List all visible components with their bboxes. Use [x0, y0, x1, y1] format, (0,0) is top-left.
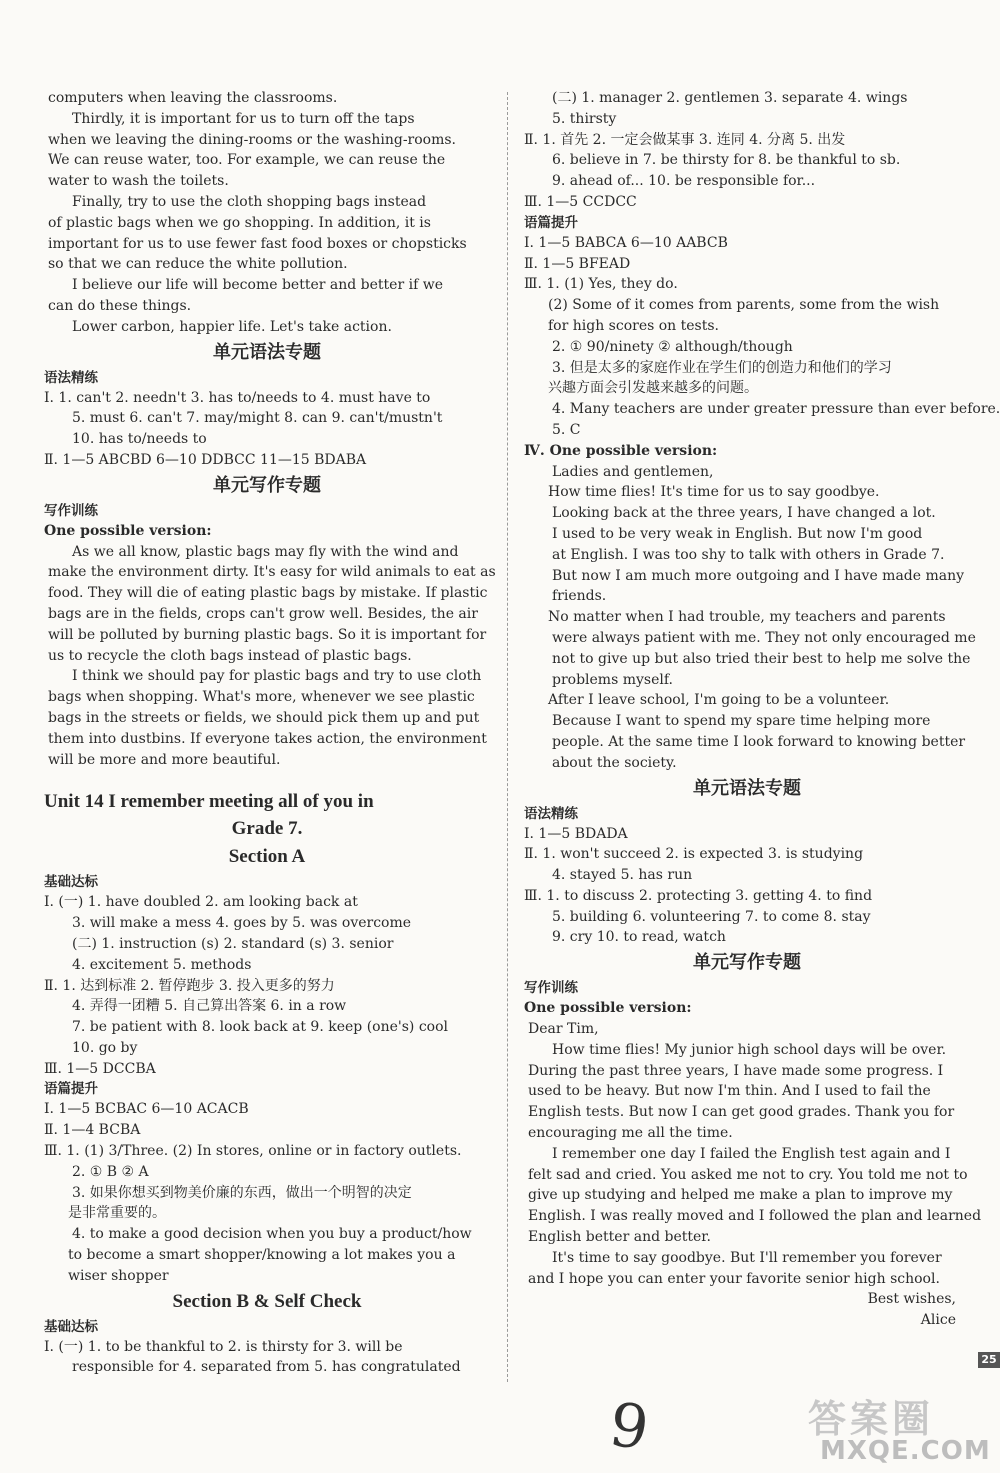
text-line: (二) 1. manager 2. gentlemen 3. separate 4. wings — [552, 90, 908, 106]
text-line: One possible version: — [524, 1000, 692, 1017]
text-line: 9. ahead of... 10. be responsible for... — [552, 173, 816, 190]
text-line: During the past three years, I have made some progress. I — [528, 1062, 944, 1079]
text-line: us to recycle the cloth bags instead of plastic bags. — [48, 647, 412, 664]
text-line: No matter when I had trouble, my teachers and parents — [548, 609, 946, 626]
spacer — [44, 770, 490, 788]
text-line: so that we can reduce the white pollution. — [48, 256, 348, 273]
text-line: I used to be very weak in English. But now I'm good — [552, 525, 923, 542]
text-line: 5. must 6. can't 7. may/might 8. can 9. can't/mustn't — [72, 410, 443, 427]
text-line: important for us to use fewer fast food boxes or chopsticks — [48, 235, 467, 252]
text-line: wiser shopper — [68, 1267, 169, 1284]
text-line: Alice — [920, 1312, 956, 1329]
text-line: will be more and more beautiful. — [48, 751, 281, 768]
text-line: Ⅲ. 1. (1) 3/Three. (2) In stores, online or in factory outlets. — [44, 1143, 462, 1160]
section-title: Section A — [228, 846, 306, 868]
text-line: water to wash the toilets. — [48, 173, 229, 190]
text-line: 4. 弄得一团糟 5. 自己算出答案 6. in a row — [72, 998, 347, 1015]
text-line: 9. cry 10. to read, watch — [552, 929, 726, 946]
text-line: 是非常重要的。 — [68, 1205, 166, 1222]
text-line: Ⅰ. 1—5 BDADA — [524, 825, 628, 842]
text-line: and I hope you can enter your favorite senior high school. — [528, 1270, 940, 1287]
handwritten-page-number: 9 — [605, 1389, 653, 1465]
text-line: Best wishes, — [867, 1291, 956, 1308]
text-line: 4. stayed 5. has run — [552, 867, 693, 884]
text-line: Ⅰ. 1—5 BABCA 6—10 AABCB — [524, 234, 728, 251]
text-line: As we all know, plastic bags may fly with the wind and — [72, 543, 459, 560]
text-line: 7. be patient with 8. look back at 9. keep (one's) cool — [72, 1019, 449, 1036]
text-line: friends. — [552, 588, 607, 605]
text-line: Ⅲ. 1. to discuss 2. protecting 3. getting 4. to find — [524, 887, 873, 904]
text-line: problems myself. — [552, 671, 673, 688]
text-line: English better and better. — [528, 1229, 711, 1246]
text-line: Ⅱ. 1. 首先 2. 一定会做某事 3. 连同 4. 分离 5. 出发 — [524, 131, 846, 148]
text-line: 4. Many teachers are under greater pressure than ever before. — [552, 401, 1000, 418]
text-line: not to give up but also tried their best to help me solve the — [552, 650, 971, 667]
text-line: felt sad and cried. You asked me not to cry. You told me not to — [528, 1166, 968, 1183]
text-line: (二) 1. instruction (s) 2. standard (s) 3. senior — [72, 935, 394, 952]
text-line: them into dustbins. If everyone takes action, the environment — [48, 730, 487, 747]
text-line: Ⅰ. 1. can't 2. needn't 3. has to/needs to 4. must have to — [44, 389, 431, 406]
text-line: used to be heavy. But now I'm thin. And I used to fail the — [528, 1083, 931, 1100]
text-line: at English. I was too shy to talk with others in Grade 7. — [552, 546, 945, 563]
subsection-label: 写作训练 — [524, 980, 578, 997]
unit-title: Grade 7. — [231, 818, 303, 840]
section-heading: 单元语法专题 — [213, 341, 321, 363]
text-line: How time flies! My junior high school days will be over. — [552, 1041, 947, 1058]
text-line: Ⅱ. 1—5 ABCBD 6—10 DDBCC 11—15 BDABA — [44, 451, 367, 468]
text-line: make the environment dirty. It's easy for wild animals to eat as — [48, 564, 496, 581]
text-line: food. They will die of eating plastic bags by mistake. If plastic — [48, 585, 488, 602]
text-line: responsible for 4. separated from 5. has congratulated — [72, 1359, 461, 1376]
subsection-label: 语法精练 — [524, 805, 578, 822]
text-line: Because I want to spend my spare time helping more — [552, 713, 931, 730]
text-line: Thirdly, it is important for us to turn off the taps — [72, 110, 415, 127]
text-line: bags in the streets or fields, we should pick them up and put — [48, 709, 480, 726]
text-line: Ⅱ. 1—5 BFEAD — [524, 255, 631, 272]
column-divider — [507, 92, 508, 1382]
text-line: Ladies and gentlemen, — [552, 463, 714, 480]
text-line: (2) Some of it comes from parents, some from the wish — [548, 297, 940, 314]
text-line: for high scores on tests. — [548, 317, 719, 334]
text-line: We can reuse water, too. For example, we can reuse the — [48, 152, 446, 169]
text-line: I remember one day I failed the English test again and I — [552, 1145, 951, 1162]
text-line: It's time to say goodbye. But I'll remember you forever — [552, 1249, 942, 1266]
text-line: encouraging me all the time. — [528, 1125, 733, 1142]
text-line: English tests. But now I can get good grades. Thank you for — [528, 1104, 955, 1121]
text-line: 3. 如果你想买到物美价廉的东西，做出一个明智的决定 — [72, 1184, 412, 1201]
text-line: 6. believe in 7. be thirsty for 8. be thankful to sb. — [552, 152, 901, 169]
text-line: 5. building 6. volunteering 7. to come 8. stay — [552, 908, 871, 925]
text-line: Ⅳ. One possible version: — [524, 442, 718, 459]
text-line: can do these things. — [48, 297, 192, 314]
unit-title: Unit 14 I remember meeting all of you in — [44, 791, 374, 813]
text-line: computers when leaving the classrooms. — [48, 90, 338, 106]
page-corner-tab: 25 — [978, 1352, 1000, 1368]
text-line: Dear Tim, — [528, 1021, 599, 1038]
section-title: Section B & Self Check — [172, 1290, 362, 1312]
text-line: about the society. — [552, 754, 677, 771]
text-line: bags when shopping. What's more, whenever we see plastic — [48, 689, 475, 706]
text-line: people. At the same time I look forward to knowing better — [552, 733, 966, 750]
left-column — [44, 88, 496, 1378]
text-line: when we leaving the dining-rooms or the washing-rooms. — [48, 131, 457, 148]
text-line: Ⅱ. 1—4 BCBA — [44, 1122, 141, 1139]
subsection-label: 语篇提升 — [44, 1081, 98, 1098]
text-line: Ⅰ. 1—5 BCBAC 6—10 ACACB — [44, 1101, 249, 1118]
text-line: 4. excitement 5. methods — [72, 956, 252, 973]
text-line: give up studying and helped me make a plan to improve my — [528, 1187, 953, 1204]
text-line: I think we should pay for plastic bags and try to use cloth — [72, 668, 482, 685]
text-line: But now I am much more outgoing and I have made many — [552, 567, 965, 584]
text-line: will be polluted by burning plastic bags. So it is important for — [48, 626, 487, 643]
text-line: Ⅰ. (一) 1. to be thankful to 2. is thirsty for 3. will be — [44, 1338, 403, 1355]
text-line: Ⅱ. 1. 达到标准 2. 暂停跑步 3. 投入更多的努力 — [44, 977, 335, 994]
text-line: Ⅲ. 1. (1) Yes, they do. — [524, 276, 678, 293]
text-line: 10. has to/needs to — [72, 431, 207, 448]
text-line: I believe our life will become better and better if we — [72, 277, 443, 294]
text-line: 2. ① 90/ninety ② although/though — [552, 338, 793, 355]
text-line: 3. 但是太多的家庭作业在学生们的创造力和他们的学习 — [552, 359, 892, 376]
text-line: 10. go by — [72, 1039, 138, 1056]
text-line: to become a smart shopper/knowing a lot makes you a — [68, 1247, 456, 1264]
subsection-label: 基础达标 — [44, 1318, 98, 1335]
section-heading: 单元语法专题 — [693, 777, 801, 799]
text-line: English. I was really moved and I followed the plan and learned — [528, 1208, 982, 1225]
watermark-url: MXQE.COM — [820, 1436, 991, 1466]
text-line: One possible version: — [44, 522, 212, 539]
text-line: How time flies! It's time for us to say goodbye. — [548, 484, 880, 501]
text-line: After I leave school, I'm going to be a volunteer. — [548, 692, 890, 709]
section-heading: 单元写作专题 — [213, 474, 321, 496]
subsection-label: 写作训练 — [44, 502, 98, 519]
subsection-label: 基础达标 — [44, 874, 98, 891]
text-line: Finally, try to use the cloth shopping bags instead — [72, 193, 427, 210]
subsection-label: 语篇提升 — [524, 214, 578, 231]
text-line: Ⅱ. 1. won't succeed 2. is expected 3. is studying — [524, 846, 864, 863]
text-line: 2. ① B ② A — [72, 1163, 149, 1180]
watermark-text: 答案圈 — [808, 1397, 935, 1441]
text-line: 5. C — [552, 421, 581, 438]
text-line: 3. will make a mess 4. goes by 5. was overcome — [72, 915, 412, 932]
subsection-label: 语法精练 — [44, 369, 98, 386]
text-line: 兴趣方面会引发越来越多的问题。 — [548, 380, 758, 397]
text-line: Lower carbon, happier life. Let's take action. — [72, 318, 392, 335]
text-line: bags are in the fields, crops can't grow well. Besides, the air — [48, 605, 478, 622]
text-line: 4. to make a good decision when you buy a product/how — [72, 1226, 472, 1243]
text-line: of plastic bags when we go shopping. In addition, it is — [48, 214, 431, 231]
section-heading: 单元写作专题 — [693, 952, 801, 974]
text-line: Ⅲ. 1—5 CCDCC — [524, 193, 637, 210]
text-line: were always patient with me. They not only encouraged me — [552, 629, 976, 646]
text-line: Looking back at the three years, I have changed a lot. — [552, 505, 936, 522]
text-line: 5. thirsty — [552, 110, 617, 127]
text-line: Ⅲ. 1—5 DCCBA — [44, 1060, 156, 1077]
right-column — [524, 88, 1000, 1331]
text-line: Ⅰ. (一) 1. have doubled 2. am looking back at — [44, 894, 358, 911]
watermark-logo — [800, 1386, 996, 1470]
